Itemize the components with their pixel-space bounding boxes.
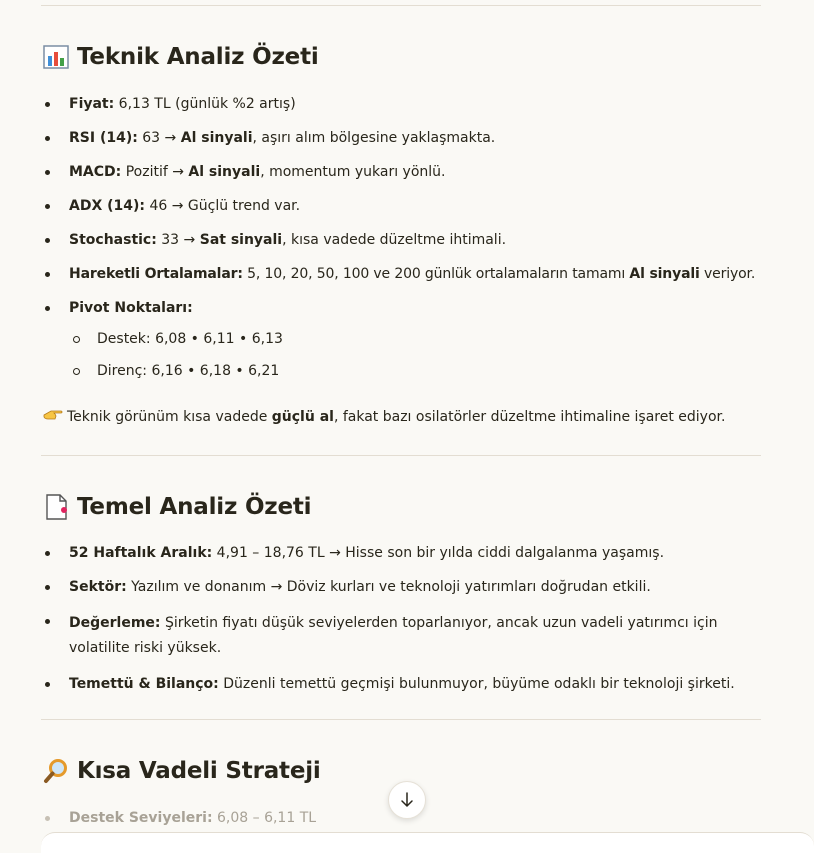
- technical-note: Teknik görünüm kısa vadede güçlü al, fakat bazı osilatörler düzeltme ihtimaline işaret ediyor.: [43, 406, 725, 428]
- divider: [41, 455, 761, 456]
- list-item: Fiyat: 6,13 TL (günlük %2 artış): [41, 94, 761, 115]
- document-icon: [43, 494, 69, 520]
- magnifier-icon: [43, 758, 69, 784]
- list-item: Değerleme: Şirketin fiyatı düşük seviyelerden toparlanıyor, ancak uzun vadeli yatırımcı için volatilite riski yüksek.: [41, 611, 734, 661]
- list-item: Temettü & Bilanço: Düzenli temettü geçmişi bulunmuyor, büyüme odaklı bir teknoloji şirketi.: [41, 674, 761, 695]
- list-item: Pivot Noktaları: Destek: 6,08 • 6,11 • 6,13 Direnç: 6,16 • 6,18 • 6,21: [41, 298, 761, 382]
- divider: [41, 5, 761, 6]
- pointing-hand-icon: [43, 406, 63, 428]
- composer-edge: [41, 832, 814, 853]
- list-item: Stochastic: 33 → Sat sinyali, kısa vadede düzeltme ihtimali.: [41, 230, 761, 251]
- list-item: ADX (14): 46 → Güçlü trend var.: [41, 196, 761, 217]
- fundamental-list: [41, 543, 761, 708]
- list-item: Hareketli Ortalamalar: 5, 10, 20, 50, 100 ve 200 günlük ortalamaların tamamı Al sinyali veriyor.: [41, 264, 761, 285]
- section-title-strategy: Kısa Vadeli Strateji: [43, 758, 321, 784]
- scroll-to-bottom-button[interactable]: [388, 781, 426, 819]
- pivot-sublist: [69, 329, 761, 382]
- list-item: 52 Haftalık Aralık: 4,91 – 18,76 TL → Hisse son bir yılda ciddi dalgalanma yaşamış.: [41, 543, 761, 564]
- list-item: RSI (14): 63 → Al sinyali, aşırı alım bölgesine yaklaşmakta.: [41, 128, 761, 149]
- list-item: Destek Seviyeleri: 6,08 – 6,11 TL: [41, 808, 761, 829]
- bar-chart-icon: [43, 44, 69, 70]
- sub-list-item: Direnç: 6,16 • 6,18 • 6,21: [69, 361, 761, 382]
- list-item: MACD: Pozitif → Al sinyali, momentum yukarı yönlü.: [41, 162, 761, 183]
- section-title-fundamental: Temel Analiz Özeti: [43, 494, 311, 520]
- technical-list: [41, 94, 761, 395]
- divider: [41, 719, 761, 720]
- sub-list-item: Destek: 6,08 • 6,11 • 6,13: [69, 329, 761, 350]
- arrow-down-icon: [400, 792, 414, 808]
- section-title-technical: Teknik Analiz Özeti: [43, 44, 319, 70]
- list-item: Sektör: Yazılım ve donanım → Döviz kurları ve teknoloji yatırımları doğrudan etkili.: [41, 577, 761, 598]
